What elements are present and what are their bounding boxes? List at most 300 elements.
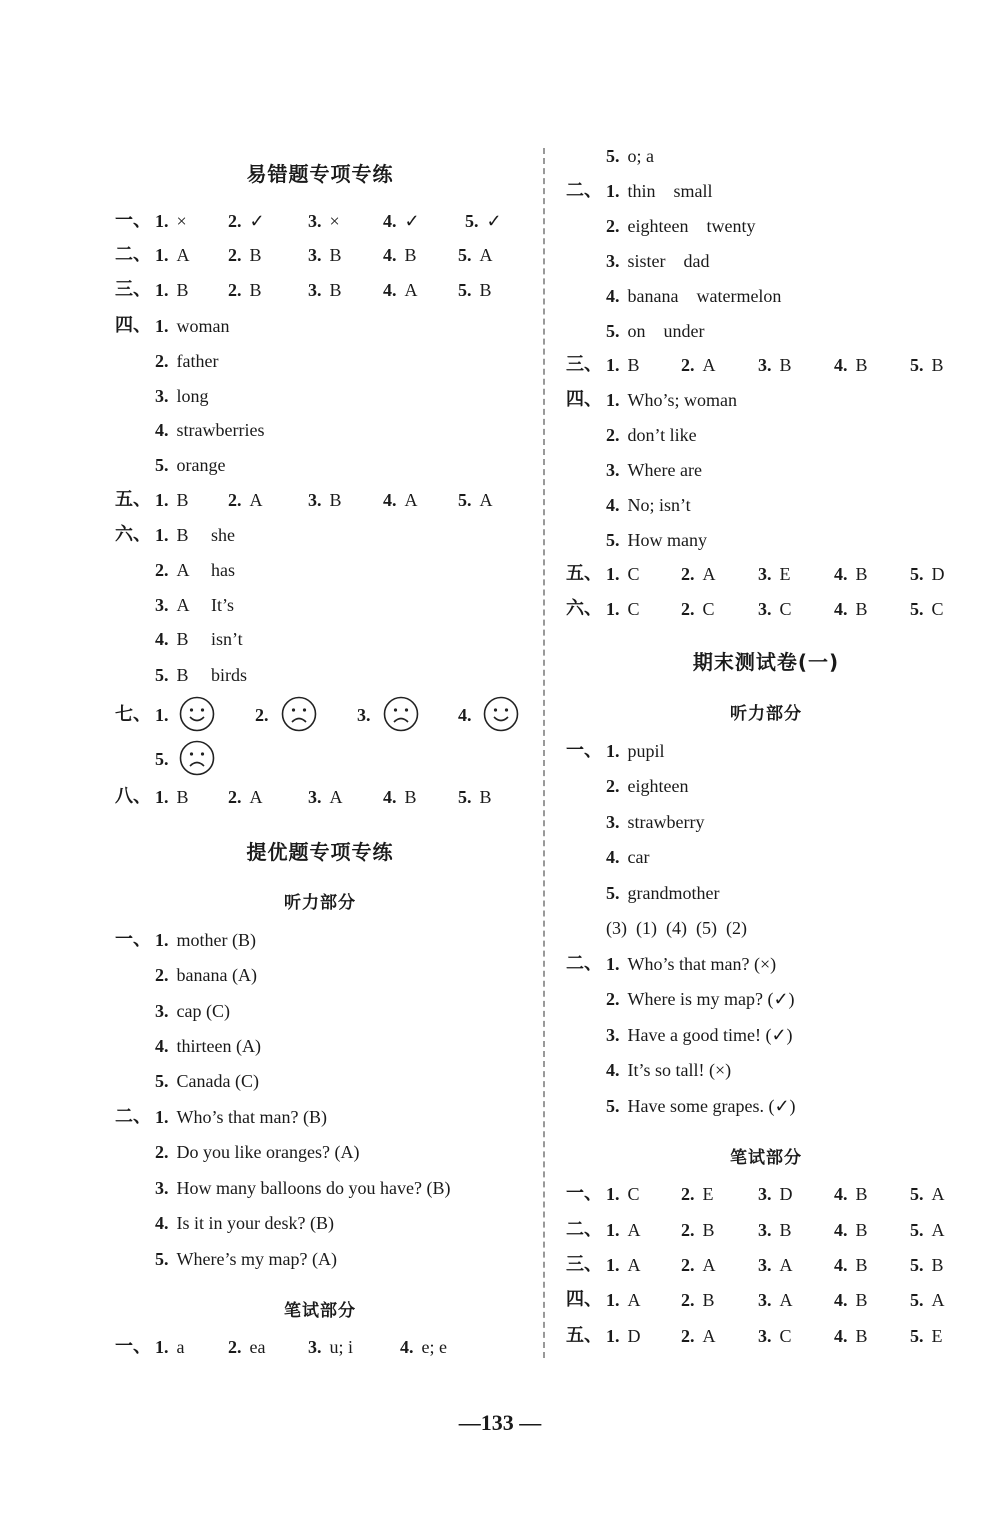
answer: cap (C)	[176, 1001, 230, 1021]
item-number: 5.	[910, 564, 924, 584]
answer: banana (A)	[176, 965, 257, 985]
answer-letter: A	[176, 560, 190, 580]
smiley-face-icon	[179, 696, 215, 732]
answer-value: A	[779, 1290, 793, 1310]
answer	[834, 1283, 868, 1317]
item-number: 3.	[308, 245, 322, 265]
answer-value: A	[249, 787, 263, 807]
item-number: 3.	[758, 1184, 772, 1204]
section-label: 六、	[566, 598, 602, 619]
smiley-face-icon	[483, 696, 519, 732]
answer: thirteen (A)	[176, 1036, 261, 1056]
answer	[155, 483, 189, 517]
answer-value: B	[249, 245, 262, 265]
answer	[308, 1330, 353, 1364]
answer	[834, 348, 868, 382]
answer-value: B	[855, 564, 868, 584]
answer-letter: B	[176, 665, 189, 685]
answer-row	[566, 592, 966, 626]
section-label: 四、	[566, 1289, 602, 1310]
answer-row	[566, 557, 966, 591]
answer	[308, 273, 342, 307]
answer-value: B	[702, 1220, 715, 1240]
item-number: 4.	[834, 1290, 848, 1310]
answer	[308, 204, 340, 238]
answer: thin small	[627, 181, 713, 201]
answer	[383, 204, 420, 238]
answer: Canada (C)	[176, 1071, 259, 1091]
item-number: 1.	[606, 564, 620, 584]
answer	[606, 348, 640, 382]
section-label: 三、	[566, 1254, 602, 1275]
answer-value: C	[779, 1326, 792, 1346]
answer	[834, 592, 868, 626]
answer-value: A	[702, 1255, 716, 1275]
answer: Have a good time! (✓)	[627, 1025, 793, 1045]
answer-value: A	[702, 355, 716, 375]
subheading-written: 笔试部分	[284, 1301, 356, 1321]
item-number: 3.	[308, 787, 322, 807]
subheading-listening: 听力部分	[730, 704, 802, 724]
answer: sister dad	[627, 251, 710, 271]
answer-value: A	[176, 245, 190, 265]
item-number: 5.	[910, 1290, 924, 1310]
section-label: 六、	[115, 524, 151, 545]
answer: Have some grapes. (✓)	[627, 1096, 796, 1116]
answer	[155, 780, 189, 814]
item-number: 2.	[681, 599, 695, 619]
answer: don’t like	[627, 425, 697, 445]
item-number: 5.	[910, 599, 924, 619]
answer: mother (B)	[176, 930, 256, 950]
answer	[681, 348, 716, 382]
item-number: 3.	[758, 1290, 772, 1310]
answer: grandmother	[627, 883, 720, 903]
answer-value: A	[404, 280, 418, 300]
item-number: 5.	[465, 211, 479, 231]
answer: Who’s; woman	[627, 390, 737, 410]
answer	[606, 1319, 641, 1353]
section-label: 一、	[115, 929, 151, 950]
answer-value: B	[855, 599, 868, 619]
answer-value: A	[329, 787, 343, 807]
item-number: 3.	[758, 1220, 772, 1240]
answer-word: It’s	[211, 595, 235, 615]
column-divider	[543, 148, 545, 1358]
answer: strawberries	[176, 420, 265, 440]
answer	[910, 1177, 945, 1211]
item-number: 2.	[681, 1220, 695, 1240]
item-number: 2.	[228, 490, 242, 510]
item-number: 1.	[155, 490, 169, 510]
answer	[758, 1283, 793, 1317]
section-label: 四、	[115, 315, 151, 336]
answer-value: B	[931, 1255, 944, 1275]
sad-face-icon	[179, 740, 215, 776]
item-number: 3.	[308, 280, 322, 300]
answer-value: A	[627, 1220, 641, 1240]
heading-final-test: 期末测试卷(一)	[692, 650, 840, 674]
answer: long	[176, 386, 209, 406]
item-number: 1.	[155, 1337, 169, 1357]
answer	[228, 483, 263, 517]
answer-value: C	[627, 564, 640, 584]
answer-row	[115, 273, 525, 307]
item-number: 2.	[681, 355, 695, 375]
answer	[606, 592, 640, 626]
section-label: 七、	[115, 704, 151, 725]
answer	[834, 1319, 868, 1353]
sad-face-icon	[383, 696, 419, 732]
item-number: 5.	[910, 1184, 924, 1204]
answer-value: A	[931, 1220, 945, 1240]
item-number: 3.	[758, 599, 772, 619]
answer-letter: A	[176, 595, 190, 615]
answer	[308, 238, 342, 272]
answer-value: C	[931, 599, 944, 619]
answer: banana watermelon	[627, 286, 782, 306]
answer-value: B	[479, 787, 492, 807]
answer	[606, 1177, 640, 1211]
answer	[834, 1177, 868, 1211]
answer	[155, 1330, 185, 1364]
answer	[383, 273, 418, 307]
answer	[383, 238, 417, 272]
section-label: 一、	[115, 210, 151, 231]
answer-value: B	[176, 280, 189, 300]
answer-value: B	[855, 1255, 868, 1275]
answer-value: B	[702, 1290, 715, 1310]
item-number: 5.	[910, 1326, 924, 1346]
answer	[458, 780, 492, 814]
item-number: 2.	[681, 1290, 695, 1310]
item-number: 2.	[228, 280, 242, 300]
answer-value: A	[404, 490, 418, 510]
answer: father	[176, 351, 219, 371]
answer-value: B	[779, 355, 792, 375]
answer	[834, 1248, 868, 1282]
item-number: 4.	[834, 1220, 848, 1240]
answer	[458, 273, 492, 307]
answer	[910, 557, 945, 591]
answer-value: e; e	[421, 1337, 447, 1357]
answer-value: A	[702, 564, 716, 584]
answer-value: B	[404, 245, 417, 265]
answer-value: A	[249, 490, 263, 510]
section-label: 一、	[115, 1336, 151, 1357]
answer-value: E	[931, 1326, 943, 1346]
item-number: 4.	[383, 490, 397, 510]
answer-value: B	[855, 1290, 868, 1310]
answer: o; a	[627, 146, 654, 166]
answer	[758, 557, 791, 591]
answer: How many balloons do you have? (B)	[176, 1178, 451, 1198]
answer-word: isn’t	[211, 629, 243, 649]
answer	[758, 592, 792, 626]
sad-face-icon	[281, 696, 317, 732]
item-number: 1.	[155, 316, 169, 336]
face-row: 七、 1. 2. 3. 4.	[115, 698, 525, 732]
answer-value: B	[479, 280, 492, 300]
answer	[758, 1248, 793, 1282]
answer: orange	[176, 455, 226, 475]
answer	[383, 780, 417, 814]
item-number: 4.	[383, 211, 397, 231]
answer-value: u; i	[329, 1337, 354, 1357]
subheading-listening: 听力部分	[284, 893, 356, 913]
answer-value: a	[176, 1337, 185, 1357]
answer-value: B	[855, 1326, 868, 1346]
item-number: 1.	[606, 1255, 620, 1275]
answer-value: ×	[329, 211, 340, 231]
answer	[400, 1330, 447, 1364]
answer-value: B	[329, 490, 342, 510]
answer	[458, 483, 493, 517]
item-number: 3.	[308, 490, 322, 510]
answer	[758, 1319, 792, 1353]
item-number: 2.	[681, 1184, 695, 1204]
answer-row	[566, 348, 966, 382]
item-number: 5.	[910, 355, 924, 375]
answer-value: B	[404, 787, 417, 807]
item-number: 5.	[458, 490, 472, 510]
subheading-written: 笔试部分	[730, 1148, 802, 1168]
answer-row	[115, 483, 525, 517]
section-label: 五、	[115, 489, 151, 510]
answer-value: B	[176, 490, 189, 510]
answer-row	[115, 780, 525, 814]
section-label: 八、	[115, 786, 151, 807]
answer-value: A	[931, 1290, 945, 1310]
answer-letter: B	[176, 629, 189, 649]
item-number: 2.	[681, 564, 695, 584]
section-label: 一、	[566, 1183, 602, 1204]
answer-row	[115, 1330, 525, 1364]
item-number: 1.	[155, 245, 169, 265]
answer-value: C	[702, 599, 715, 619]
answer: Who’s that man? (B)	[176, 1107, 327, 1127]
answer	[308, 483, 342, 517]
answer	[228, 1330, 265, 1364]
section-label: 三、	[566, 354, 602, 375]
item-number: 4.	[834, 1326, 848, 1346]
section-label: 二、	[566, 953, 602, 974]
answer-value: ea	[249, 1337, 266, 1357]
answer: eighteen twenty	[627, 216, 756, 236]
item-number: 1.	[606, 1326, 620, 1346]
item-number: 3.	[308, 211, 322, 231]
item-number: 4.	[834, 599, 848, 619]
answer-value: ×	[176, 211, 187, 231]
item-number: 1.	[606, 355, 620, 375]
item-number: 5.	[910, 1255, 924, 1275]
section-label: 四、	[566, 389, 602, 410]
answer: Do you like oranges? (A)	[176, 1142, 360, 1162]
item-number: 2.	[228, 245, 242, 265]
section-label: 二、	[566, 180, 602, 201]
item-number: 5.	[458, 245, 472, 265]
face-row: 5.	[115, 742, 315, 776]
answer-row	[566, 1283, 966, 1317]
section-label: 五、	[566, 1325, 602, 1346]
answer: strawberry	[627, 812, 705, 832]
answer	[228, 780, 263, 814]
answer	[606, 1283, 641, 1317]
item-number: 4.	[834, 355, 848, 375]
item-number: 4.	[834, 1184, 848, 1204]
section-label: 一、	[566, 740, 602, 761]
answer-value: B	[779, 1220, 792, 1240]
answer	[758, 1177, 793, 1211]
answer	[681, 1248, 716, 1282]
answer	[681, 1283, 715, 1317]
item-number: 4.	[383, 245, 397, 265]
item-number: 2.	[228, 211, 242, 231]
answer	[681, 1213, 715, 1247]
answer-value: D	[779, 1184, 793, 1204]
section-label: 二、	[115, 244, 151, 265]
answer-value: B	[176, 787, 189, 807]
answer-word: birds	[211, 665, 247, 685]
answer-value: A	[627, 1255, 641, 1275]
item-number: 2.	[681, 1255, 695, 1275]
answer-value: B	[855, 355, 868, 375]
answer-value: A	[479, 490, 493, 510]
order-answer: (3) (1) (4) (5) (2)	[606, 918, 747, 938]
answer-row	[115, 238, 525, 272]
item-number: 2.	[681, 1326, 695, 1346]
item-number: 3.	[758, 1255, 772, 1275]
answer-value: A	[627, 1290, 641, 1310]
section-label: 二、	[566, 1219, 602, 1240]
answer-value: C	[779, 599, 792, 619]
answer	[910, 592, 944, 626]
answer-value: B	[329, 245, 342, 265]
answer	[681, 1319, 716, 1353]
item-number: 1.	[155, 787, 169, 807]
answer: pupil	[627, 741, 665, 761]
answer-value: A	[779, 1255, 793, 1275]
answer-value: B	[249, 280, 262, 300]
answer: No; isn’t	[627, 495, 691, 515]
answer	[228, 204, 265, 238]
item-number: 1.	[155, 211, 169, 231]
answer-value: D	[931, 564, 945, 584]
answer-value: E	[702, 1184, 714, 1204]
item-number: 2.	[228, 787, 242, 807]
answer	[155, 204, 187, 238]
answer	[383, 483, 418, 517]
answer	[910, 1213, 945, 1247]
answer	[228, 273, 262, 307]
item-number: 5.	[910, 1220, 924, 1240]
answer	[308, 780, 343, 814]
item-number: 3.	[758, 1326, 772, 1346]
answer-value: B	[855, 1184, 868, 1204]
answer-row	[566, 1248, 966, 1282]
answer-value: C	[627, 599, 640, 619]
item-number: 4.	[383, 787, 397, 807]
answer-value: B	[931, 355, 944, 375]
section-label: 二、	[115, 1106, 151, 1127]
answer: car	[627, 847, 650, 867]
answer	[458, 238, 493, 272]
answer-letter: B	[176, 525, 189, 545]
answer-row	[115, 204, 525, 238]
answer-row	[566, 1177, 966, 1211]
item-number: 1.	[606, 1220, 620, 1240]
item-number: 1.	[606, 1184, 620, 1204]
answer: Where is my map? (✓)	[627, 989, 795, 1009]
answer: on under	[627, 321, 705, 341]
heading-advanced: 提优题专项专练	[246, 840, 394, 864]
answer	[155, 273, 189, 307]
page-number: —133 —	[458, 1410, 542, 1435]
answer	[910, 1283, 945, 1317]
answer: eighteen	[627, 776, 689, 796]
answer	[681, 592, 715, 626]
answer: woman	[176, 316, 230, 336]
answer	[834, 557, 868, 591]
answer	[681, 557, 716, 591]
answer	[910, 348, 944, 382]
answer: Where’s my map? (A)	[176, 1249, 337, 1269]
item-number: 3.	[758, 564, 772, 584]
item-number: 3.	[758, 355, 772, 375]
answer-row	[566, 1319, 966, 1353]
answer: It’s so tall! (×)	[627, 1060, 732, 1080]
answer-value: B	[329, 280, 342, 300]
answer-value: A	[702, 1326, 716, 1346]
answer	[834, 1213, 868, 1247]
item-number: 4.	[400, 1337, 414, 1357]
item-number: 1.	[606, 1290, 620, 1310]
answer-value: D	[627, 1326, 641, 1346]
answer: How many	[627, 530, 707, 550]
answer-value: C	[627, 1184, 640, 1204]
item-number: 5.	[458, 787, 472, 807]
section-label: 五、	[566, 563, 602, 584]
answer-value: B	[627, 355, 640, 375]
answer-word: she	[211, 525, 235, 545]
heading-error-prone: 易错题专项专练	[246, 162, 394, 186]
answer	[155, 238, 190, 272]
answer-row	[566, 1213, 966, 1247]
answer-word: has	[211, 560, 235, 580]
answer: Is it in your desk? (B)	[176, 1213, 334, 1233]
answer-value: ✓	[249, 211, 265, 231]
answer-value: A	[479, 245, 493, 265]
answer	[465, 204, 502, 238]
answer-value: ✓	[404, 211, 420, 231]
answer: Where are	[627, 460, 702, 480]
answer-value: E	[779, 564, 791, 584]
answer	[681, 1177, 714, 1211]
answer	[758, 1213, 792, 1247]
answer	[606, 557, 640, 591]
item-number: 3.	[308, 1337, 322, 1357]
answer-value: B	[855, 1220, 868, 1240]
item-number: 5.	[458, 280, 472, 300]
section-label: 三、	[115, 279, 151, 300]
item-number: 2.	[228, 1337, 242, 1357]
answer	[606, 1213, 641, 1247]
answer: Who’s that man? (×)	[627, 954, 777, 974]
answer	[910, 1319, 943, 1353]
item-number: 1.	[155, 280, 169, 300]
item-number: 4.	[834, 1255, 848, 1275]
item-number: 1.	[606, 599, 620, 619]
